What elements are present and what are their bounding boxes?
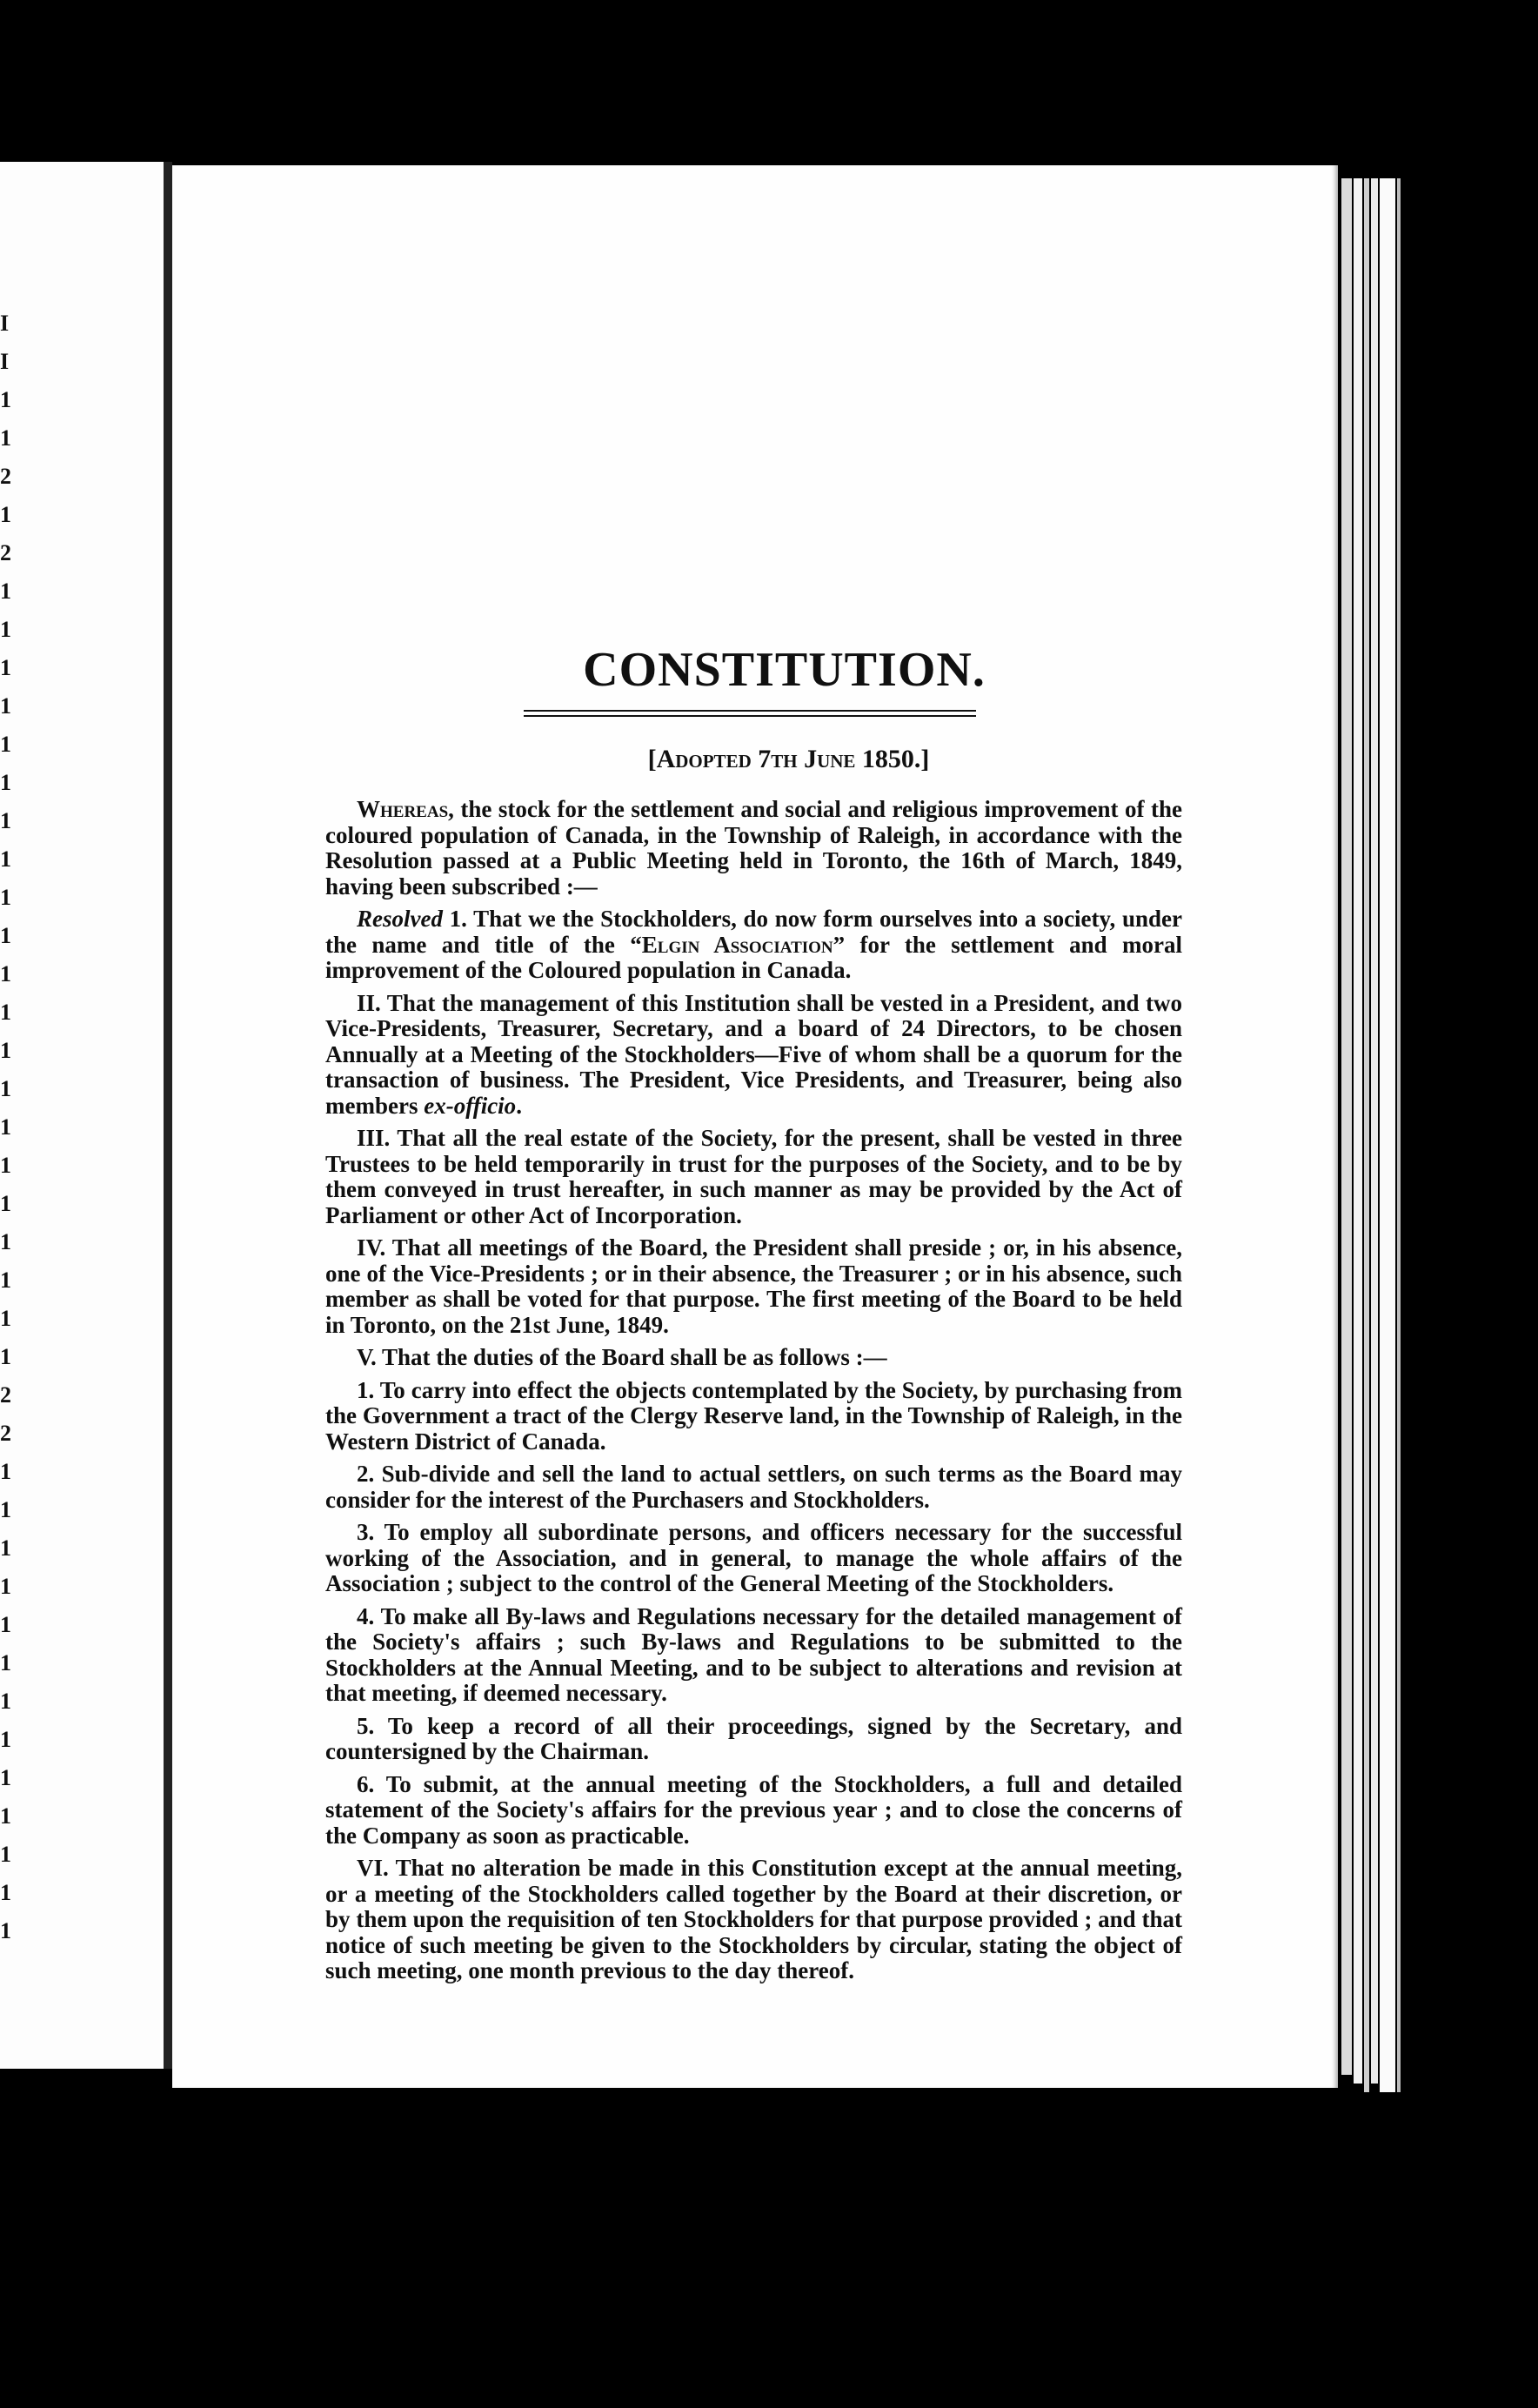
resolution-1-text-b: ” for the settlement and moral improvement of the Coloured population in Canada.	[325, 931, 1182, 983]
duty-1-paragraph: 1. To carry into effect the objects contemplated by the Society, by purchasing from the Government a tract of the Clergy Reserve land, in the Township of Raleigh, in the Western District of Canada.	[325, 1376, 1182, 1455]
left-page-mark: 2	[0, 1421, 11, 1446]
resolution-1-paragraph	[325, 906, 1182, 984]
article-3-paragraph: III. That all the real estate of the Society, for the present, shall be vested in three Trustees to be held temporarily in trust for the purposes of the Society, and to be by them conveyed in trust hereafter, in such manner as may be provided by the Act of Parliament or other Act of Incorporation.	[325, 1125, 1182, 1228]
page-gutter	[164, 162, 172, 2069]
page-stack-edge	[1364, 178, 1369, 2092]
left-page-mark: 1	[0, 1229, 11, 1254]
resolution-1-text-a: 1. That we the Stockholders, do now form ourselves into a society, under the name and title of the “	[325, 906, 1182, 958]
resolved-lead: Resolved	[357, 906, 443, 932]
page-content	[325, 465, 1182, 1984]
duty-2-paragraph: 2. Sub-divide and sell the land to actual settlers, on such terms as the Board may consider for the interest of the Purchasers and Stockholders.	[325, 1461, 1182, 1513]
left-page-mark: 1	[0, 1650, 11, 1676]
left-page-mark: 1	[0, 923, 11, 948]
left-page-mark: 2	[0, 1382, 11, 1408]
duty-3-paragraph: 3. To employ all subordinate persons, and officers necessary for the successful working of the Association, and in general, to manage the whole affairs of the Association ; subject to the control of the General Meeting of the Stockholders.	[325, 1519, 1182, 1596]
adoption-date: [Adopted 7th June 1850.]	[647, 745, 930, 773]
left-page-mark: 1	[0, 693, 11, 719]
left-page-mark: 1	[0, 1268, 11, 1293]
left-page-mark: 1	[0, 808, 11, 833]
left-page-mark: 1	[0, 885, 11, 910]
left-page-mark: 1	[0, 1076, 11, 1101]
left-page-mark: 1	[0, 1918, 11, 1943]
article-5-paragraph: V. That the duties of the Board shall be as follows :—	[357, 1344, 887, 1370]
left-page-mark: 1	[0, 1574, 11, 1599]
page-stack-edge	[1341, 178, 1352, 2075]
duty-6-paragraph: 6. To submit, at the annual meeting of the Stockholders, a full and detailed statement of the Society's affairs for the previous year ; and to close the concerns of the Company as soon as practicable.	[325, 1770, 1182, 1849]
page-stack-edge	[1354, 178, 1362, 2084]
page-title: CONSTITUTION.	[583, 643, 986, 697]
title-double-rule	[524, 710, 976, 717]
duty-5-paragraph: 5. To keep a record of all their proceedings, signed by the Secretary, and countersigned by the Chairman.	[325, 1712, 1182, 1764]
preamble-text: , the stock for the settlement and social and religious improvement of the coloured population of Canada, in the Township of Raleigh, in accordance with the Resolution passed at a Public Meeting held in Toronto, the 16th of March, 1849, having been subscribed :—	[325, 796, 1182, 900]
left-page-mark: 1	[0, 1306, 11, 1331]
article-6-paragraph: VI. That no alteration be made in this Constitution except at the annual meeting, or a meeting of the Stockholders called together by the Board at their discretion, or by them upon the requisition of ten Stockholders for that purpose provided ; and that notice of such meeting be given to the Stockholders by circular, stating the object of such meeting, one month previous to the day thereof.	[325, 1855, 1182, 1983]
left-page-mark: 1	[0, 1880, 11, 1905]
page-stack-edge	[1380, 178, 1395, 2092]
association-name: Elgin Association	[641, 931, 833, 958]
left-page-mark: 1	[0, 1612, 11, 1637]
article-4-paragraph: IV. That all meetings of the Board, the President shall preside ; or, in his absence, one of the Vice-Presidents ; or in their absence, the Treasurer ; or in his absence, such member as shall be voted for that purpose. The first meeting of the Board to be held in Toronto, on the 21st June, 1849.	[325, 1234, 1182, 1338]
left-page-mark: 1	[0, 1000, 11, 1025]
left-page-mark: 1	[0, 1765, 11, 1790]
left-page-mark: 1	[0, 732, 11, 757]
article-2-end: .	[516, 1092, 522, 1119]
left-page-mark: 1	[0, 387, 11, 412]
left-page-mark: 1	[0, 1727, 11, 1752]
left-page-mark: 1	[0, 1191, 11, 1216]
left-page-mark: 1	[0, 1038, 11, 1063]
left-page-mark: 1	[0, 1535, 11, 1561]
left-page-mark: 2	[0, 540, 11, 565]
article-2-paragraph	[325, 991, 1182, 1120]
left-page-mark: 1	[0, 502, 11, 527]
left-page-mark: 1	[0, 617, 11, 642]
left-page-mark: 1	[0, 1459, 11, 1484]
left-page-mark: 1	[0, 770, 11, 795]
left-page-mark: I	[0, 349, 10, 374]
article-2-italic: ex-officio	[424, 1092, 517, 1119]
left-page-mark: 1	[0, 1842, 11, 1867]
left-page-mark: 1	[0, 961, 11, 987]
left-page-mark: 1	[0, 1803, 11, 1829]
left-page-mark: 1	[0, 1497, 11, 1522]
left-page-mark: 1	[0, 1153, 11, 1178]
left-page-mark: I	[0, 311, 10, 336]
left-page-mark: 1	[0, 655, 11, 680]
page-stack-edge	[1397, 178, 1401, 2092]
document-page	[172, 165, 1338, 2088]
left-page-mark: 1	[0, 1689, 11, 1714]
previous-page-edge	[0, 162, 164, 2069]
preamble-paragraph	[325, 797, 1182, 900]
left-page-mark: 1	[0, 1344, 11, 1369]
left-page-mark: 1	[0, 579, 11, 604]
article-2-text: II. That the management of this Institution shall be vested in a President, and two Vice-Presidents, Treasurer, Secretary, and a board of 24 Directors, to be chosen Annually at a Meeting of the Stockholders—Five of whom shall be a quorum for the transaction of business. The President, Vice Presidents, and Treasurer, being also members	[325, 989, 1182, 1119]
left-page-mark: 2	[0, 464, 11, 489]
left-page-mark: 1	[0, 846, 11, 872]
page-stack-edge	[1371, 178, 1378, 2084]
preamble-lead: Whereas	[357, 796, 449, 822]
left-page-mark: 1	[0, 425, 11, 451]
duty-4-paragraph: 4. To make all By-laws and Regulations necessary for the detailed management of the Society's affairs ; such By-laws and Regulations to be submitted to the Stockholders at the Annual Meeting, and to be subject to alterations and revision at that meeting, if deemed necessary.	[325, 1602, 1182, 1706]
left-page-mark: 1	[0, 1114, 11, 1140]
